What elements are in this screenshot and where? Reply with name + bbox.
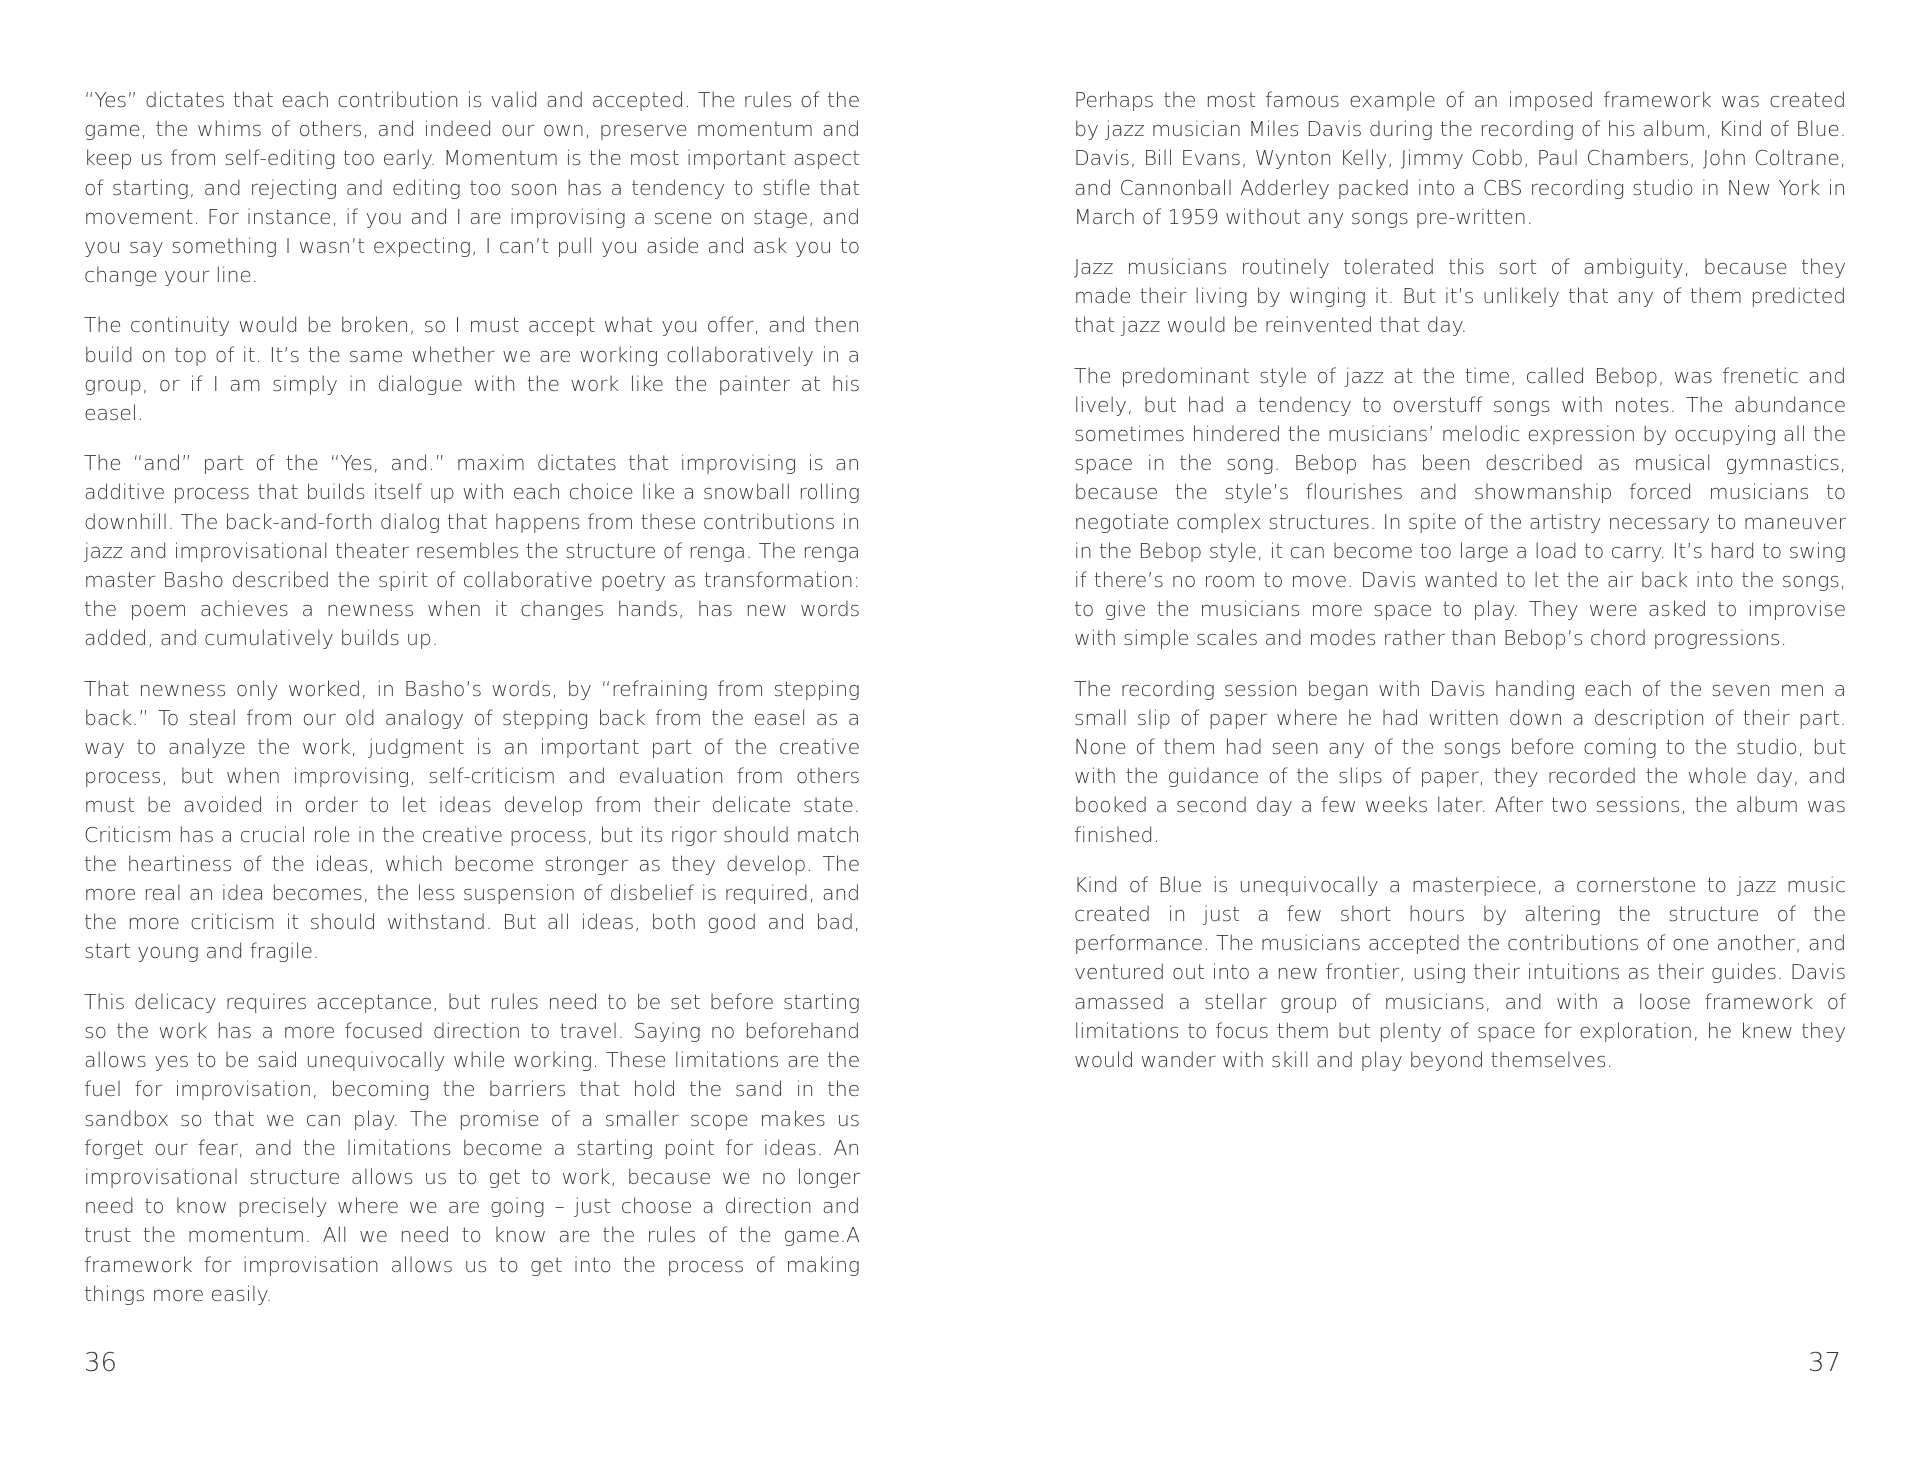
paragraph: Perhaps the most famous example of an imposed framework was created by jazz musician Miles Davis during the recording of his album, Kind of Blue. Davis, Bill Evans, Wynton Kelly, Jimmy Cobb, Paul Chambers, John Coltrane, and Cannonball Adderley packed into a CBS recording studio in New York in March of 1959 without any songs pre-written. bbox=[1074, 88, 1846, 229]
page-number: 36 bbox=[84, 1348, 118, 1378]
paragraph: “Yes” dictates that each contribution is valid and accepted. The rules of the game, the whims of others, and indeed our own, preserve momentum and keep us from self-editing too early. Momentum is the most important aspect of starting, and rejecting and editing too soon has a tendency to stifle that movement. For instance, if you and I are improvising a scene on stage, and you say something I wasn’t expecting, I can’t pull you aside and ask you to change your line. bbox=[84, 88, 860, 288]
paragraph: The predominant style of jazz at the time, called Bebop, was frenetic and lively, but had a tendency to overstuff songs with notes. The abundance sometimes hindered the musicians’ melodic expression by occupying all the space in the song. Bebop has been described as musical gymnastics, because the style’s flourishes and showmanship forced musicians to negotiate complex structures. In spite of the artistry necessary to maneuver in the Bebop style, it can become too large a load to carry. It’s hard to swing if there’s no room to move. Davis wanted to let the air back into the songs, to give the musicians more space to play. They were asked to improvise with simple scales and modes rather than Bebop’s chord progressions. bbox=[1074, 363, 1846, 651]
right-page bbox=[960, 0, 1920, 1484]
paragraph: Kind of Blue is unequivocally a masterpiece, a cornerstone to jazz music created in just a few short hours by altering the structure of the performance. The musicians accepted the contributions of one another, and ventured out into a new frontier, using their intuitions as their guides. Davis amassed a stellar group of musicians, and with a loose framework of limitations to focus them but plenty of space for exploration, he knew they would wander with skill and play beyond themselves. bbox=[1074, 872, 1846, 1073]
paragraph: Jazz musicians routinely tolerated this sort of ambiguity, because they made their living by winging it. But it’s unlikely that any of them predicted that jazz would be reinvented that day. bbox=[1074, 255, 1846, 338]
left-text-column bbox=[84, 86, 860, 1330]
page-number: 37 bbox=[1808, 1348, 1842, 1378]
paragraph: That newness only worked, in Basho’s words, by “refraining from stepping back.” To steal from our old analogy of stepping back from the easel as a way to analyze the work, judgment is an important part of the creative process, but when improvising, self-criticism and evaluation from others must be avoided in order to let ideas develop from their delicate state. Criticism has a crucial role in the creative process, but its rigor should match the heartiness of the ideas, which become stronger as they develop. The more real an idea becomes, the less suspension of disbelief is required, and the more criticism it should withstand. But all ideas, both good and bad, start young and fragile. bbox=[84, 676, 860, 964]
paragraph: The “and” part of the “Yes, and.” maxim dictates that improvising is an additive process that builds itself up with each choice like a snowball rolling downhill. The back-and-forth dialog that happens from these contributions in jazz and improvisational theater resembles the structure of renga. The renga master Basho described the spirit of collaborative poetry as transformation: the poem achieves a newness when it changes hands, has new words added, and cumulatively builds up. bbox=[84, 451, 860, 651]
paragraph: The recording session began with Davis handing each of the seven men a small slip of paper where he had written down a description of their part. None of them had seen any of the songs before coming to the studio, but with the guidance of the slips of paper, they recorded the whole day, and booked a second day a few weeks later. After two sessions, the album was finished. bbox=[1074, 676, 1846, 847]
paragraph: The continuity would be broken, so I must accept what you offer, and then build on top of it. It’s the same whether we are working collaboratively in a group, or if I am simply in dialogue with the work like the painter at his easel. bbox=[84, 313, 860, 426]
paragraph: This delicacy requires acceptance, but rules need to be set before starting so the work has a more focused direction to travel. Saying no beforehand allows yes to be said unequivocally while working. These limitations are the fuel for improvisation, becoming the barriers that hold the sand in the sandbox so that we can play. The promise of a smaller scope makes us forget our fear, and the limitations become a starting point for ideas. An improvisational structure allows us to get to work, because we no longer need to know precisely where we are going – just choose a direction and trust the momentum. All we need to know are the rules of the game.A framework for improvisation allows us to get into the process of making things more easily. bbox=[84, 989, 860, 1306]
right-text-column bbox=[1074, 86, 1846, 1096]
